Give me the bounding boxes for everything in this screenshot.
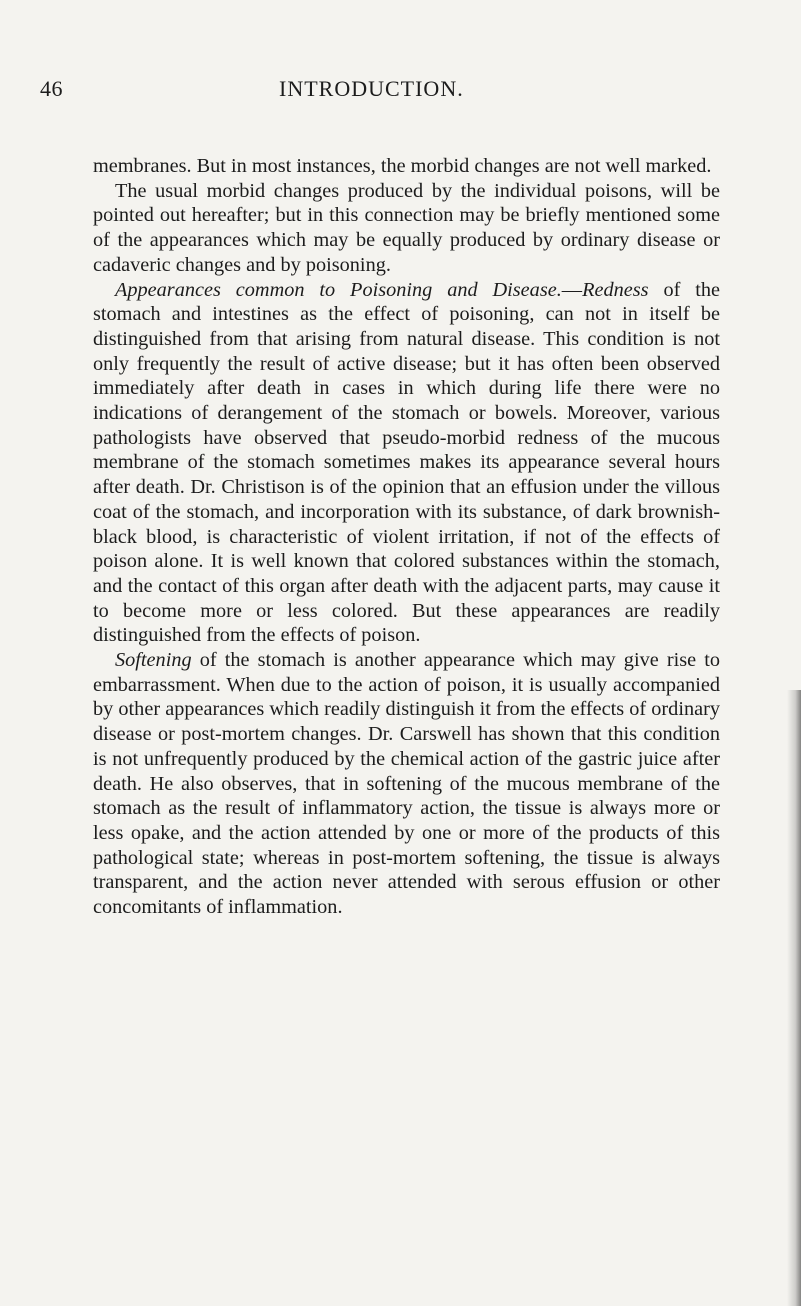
paragraph-2-text: The usual morbid changes produced by the individual poisons, will be pointed out hereafter; but in this connection may be briefly mentioned some of the appearances which may be equally produced by ordinary disease or cadaveric changes and by poisoning. [93, 179, 720, 276]
running-title: INTRODUCTION. [279, 76, 464, 101]
heading-dash: — [561, 278, 583, 301]
page-header [40, 76, 640, 106]
term-softening: Softening [115, 649, 192, 672]
section-heading-appearances: Appearances common to Poisoning and Disease. [115, 278, 562, 301]
paragraph-3 [93, 278, 720, 649]
paragraph-3-text: of the stomach and intestines as the effect of poisoning, can not in itself be distinguished from that arising from natural disease. This condition is not only frequently the result of active disease; but it has often been observed immediately after death in cases in which during life there were no indications of derangement of the stomach or bowels. Moreover, various pathologists have observed that pseudo-morbid redness of the mucous membrane of the stomach sometimes makes its appearance several hours after death. Dr. Christison is of the opinion that an effusion under the villous coat of the stomach, and incorporation with its substance, of dark brownish-black blood, is characteristic of violent irritation, if not of the effects of poison alone. It is well known that colored substances within the stomach, and the contact of this organ after death with the adjacent parts, may cause it to become more or less colored. But these appearances are readily distinguished from the effects of poison. [93, 278, 721, 647]
body-text [93, 154, 720, 920]
paragraph-4-text: of the stomach is another appearance which may give rise to embarrassment. When due to the action of poison, it is usually accompanied by other appearances which readily distinguish it from the effects of ordinary disease or post-mortem changes. Dr. Carswell has shown that this condition is not unfrequently produced by the chemical action of the gastric juice after death. He also observes, that in softening of the mucous membrane of the stomach as the result of inflammatory action, the tissue is always more or less opake, and the action attended by one or more of the products of this pathological state; whereas in post-mortem softening, the tissue is always transparent, and the action never attended with serous effusion or other concomitants of inflammation. [93, 649, 720, 919]
paragraph-1: membranes. But in most instances, the morbid changes are not well marked. [93, 155, 712, 177]
term-redness: Redness [582, 278, 649, 301]
paragraph-2 [93, 179, 720, 278]
page-edge-shadow [787, 690, 801, 1306]
page-number: 46 [40, 76, 63, 101]
paragraph-4 [93, 648, 720, 920]
